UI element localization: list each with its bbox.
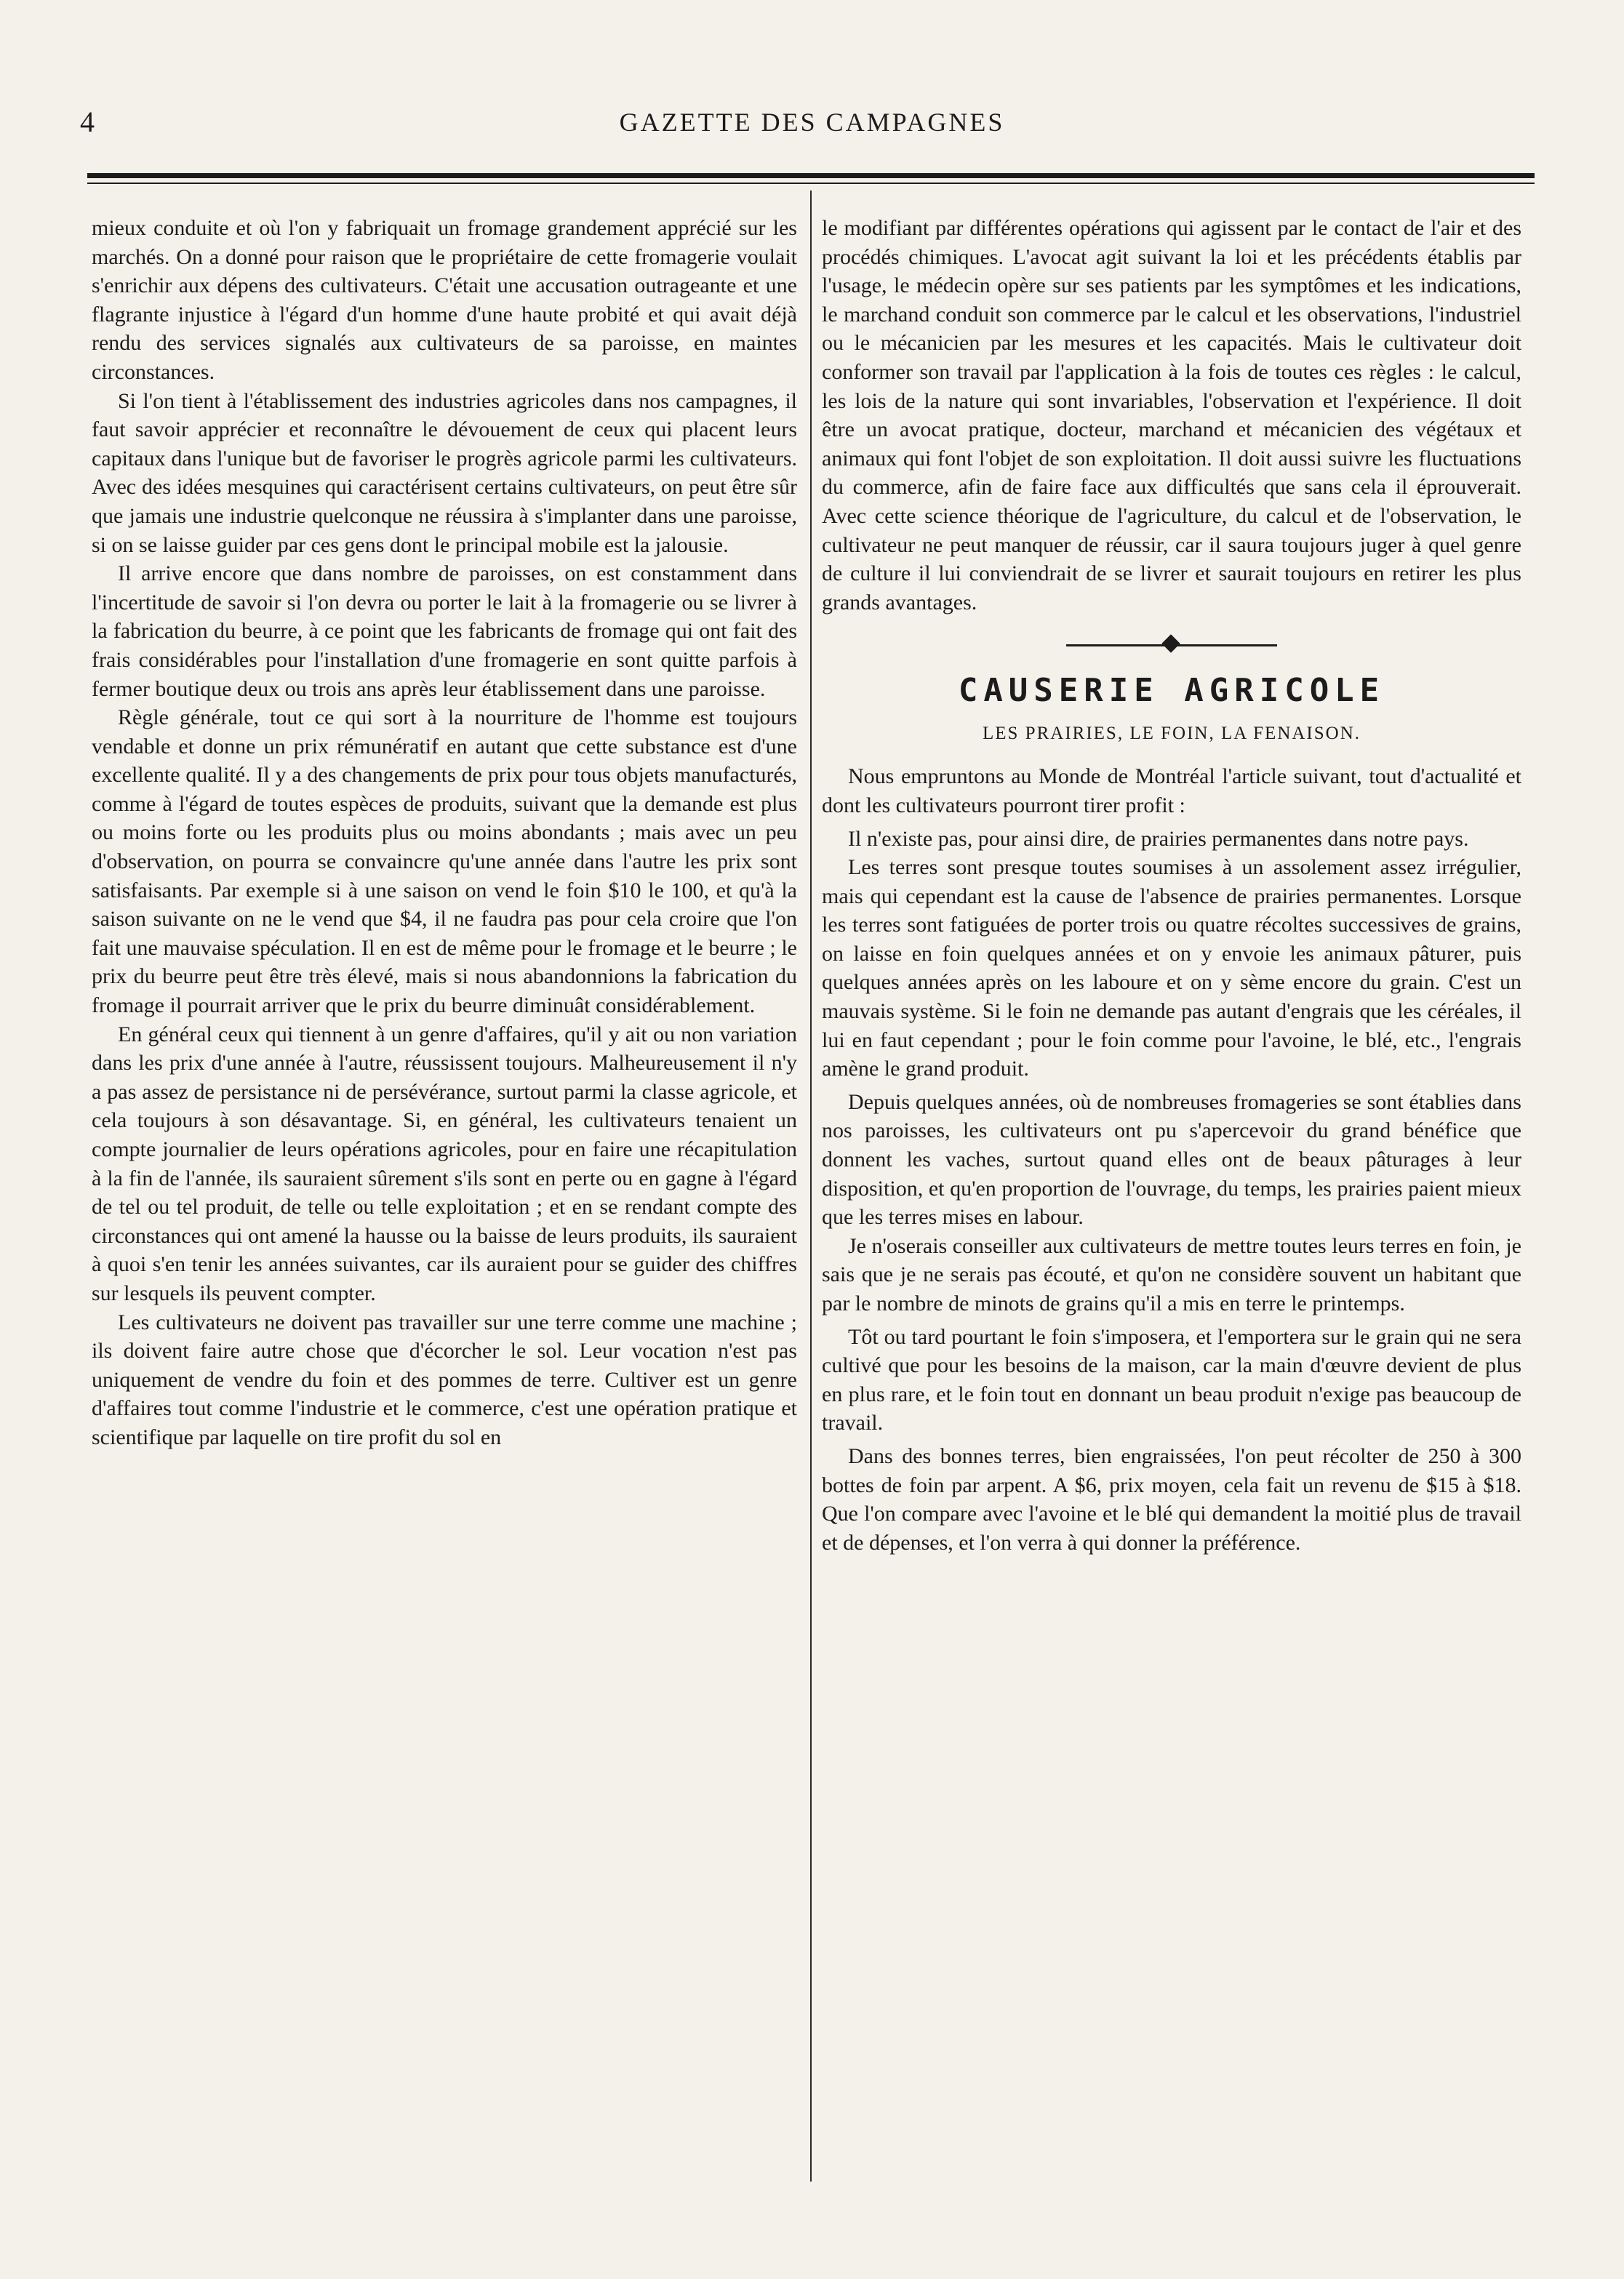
page-number: 4 [80, 105, 95, 138]
page-header-title: GAZETTE DES CAMPAGNES [619, 108, 1005, 137]
paragraph: Nous empruntons au Monde de Montréal l'article suivant, tout d'actualité et dont les cultivateurs pourront tirer profit : [822, 764, 1521, 817]
section-divider-ornament [1066, 637, 1277, 653]
section-title: CAUSERIE AGRICOLE [958, 672, 1385, 710]
paragraph: Les cultivateurs ne doivent pas travailler sur une terre comme une machine ; ils doivent faire autre chose que d'écorcher le sol. Leur vocation n'est pas uniquement de vendre du foin et des pommes de terre. Cultiver est un genre d'affaires tout comme l'industrie et le commerce, c'est une opération pratique et scientifique par laquelle on tire profit du sol en [92, 1310, 797, 1449]
paragraph: Depuis quelques années, où de nombreuses fromageries se sont établies dans nos paroisses, les cultivateurs ont pu s'apercevoir du grand bénéfice que donnent les vaches, surtout quand elles ont de beaux pâturages à leur disposition, et qu'en proportion de l'ouvrage, du temps, les prairies paient mieux que les terres mises en labour. [822, 1089, 1521, 1230]
section-subtitle: LES PRAIRIES, LE FOIN, LA FENAISON. [982, 724, 1361, 744]
paragraph: Tôt ou tard pourtant le foin s'imposera, et l'emportera sur le grain qui ne sera cultivé que pour les besoins de la maison, car la main d'œuvre devient de plus en plus rare, et le foin tout en donnant un beau produit n'exige pas beaucoup de travail. [822, 1324, 1521, 1435]
left-column [92, 214, 797, 2192]
paragraph: mieux conduite et où l'on y fabriquait un fromage grandement apprécié sur les marchés. On a donné pour raison que le propriétaire de cette fromagerie voulait s'enrichir aux dépens des cultivateurs. C'était une accusation outrageante et une flagrante injustice à l'égard d'un homme d'une haute probité et qui avait déjà rendu des services signalés aux cultivateurs de sa paroisse, en maintes circonstances. [92, 216, 797, 384]
paragraph: Il n'existe pas, pour ainsi dire, de prairies permanentes dans notre pays. [848, 826, 1469, 851]
header-rule-thin [87, 183, 1535, 184]
paragraph: Règle générale, tout ce qui sort à la nourriture de l'homme est toujours vendable et donne un prix rémunératif en autant que cette substance est d'une excellente qualité. Il y a des changements de prix pour tous objets manufacturés, comme à l'égard de toutes espèces de produits, suivant que la demande est plus ou moins forte ou les produits plus ou moins abondants ; mais avec un peu d'observation, on pourra se convaincre qu'une année dans l'autre les prix sont satisfaisants. Par exemple si à une saison on vend le foin $10 le 100, et qu'à la saison suivante on ne le vend que $4, il ne faudra pas pour cela croire que l'on fait une mauvaise spéculation. Il en est de même pour le fromage et le beurre ; le prix du beurre peut être très élevé, mais si nous abandonnions la fabrication du fromage il pourrait arriver que le prix du beurre diminuât considérablement. [92, 705, 797, 1018]
paragraph: En général ceux qui tiennent à un genre d'affaires, qu'il y ait ou non variation dans les prix d'une année à l'autre, réussissent toujours. Malheureusement il n'y a pas assez de persistance ni de persévérance, surtout parmi la classe agricole, et cela toujours à son désavantage. Si, en général, les cultivateurs tenaient un compte journalier de leurs opérations agricoles, pour en faire une récapitulation à la fin de l'année, ils sauraient sûrement s'ils sont en perte ou en gagne à l'égard de tel ou tel produit, de telle ou telle exploitation ; et en se rendant compte des circonstances qui ont amené la hausse ou la baisse de leurs produits, ils sauraient à quoi s'en tenir les années suivantes, car ils auraient pour se guider des chiffres sur lesquels ils peuvent compter. [92, 1022, 797, 1305]
paragraph: Je n'oserais conseiller aux cultivateurs de mettre toutes leurs terres en foin, je sais que je ne serais pas écouté, et qu'on ne considère souvent un habitant que par le nombre de minots de grains qu'il a mis en terre le printemps. [822, 1233, 1521, 1315]
paragraph: Il arrive encore que dans nombre de paroisses, on est constamment dans l'incertitude de savoir si l'on devra ou porter le lait à la fromagerie ou se livrer à la fabrication du beurre, à ce point que les fabricants de fromage qui ont fait des frais considérables pour l'installation d'une fromagerie en sont quitte parfois à fermer boutique deux ou trois ans après leur établissement dans une paroisse. [92, 561, 797, 701]
paragraph: le modifiant par différentes opérations qui agissent par le contact de l'air et des procédés chimiques. L'avocat agit suivant la loi et les précédents établis par l'usage, le médecin opère sur ses patients par les symptômes et les indications, le marchand conduit son commerce par le calcul et les observations, l'industriel ou le mécanicien par les mesures et les capacités. Mais le cultivateur doit conformer son travail par l'application à la fois de toutes ces règles : le calcul, les lois de la nature qui sont invariables, l'observation et l'expérience. Il doit être un avocat pratique, docteur, marchand et mécanicien des végétaux et animaux qui font l'objet de son exploitation. Il doit aussi suivre les fluctuations du commerce, afin de faire face aux difficultés que sans cela il éprouverait. Avec cette science théorique de l'agriculture, du calcul et de l'observation, le cultivateur ne peut manquer de réussir, car il saura toujours juger à quel genre de culture il lui conviendrait de se livrer et saurait toujours en retirer les plus grands avantages. [822, 216, 1521, 614]
column-divider [810, 191, 812, 2182]
paragraph: Si l'on tient à l'établissement des industries agricoles dans nos campagnes, il faut savoir apprécier et reconnaître le dévouement de ceux qui placent leurs capitaux dans l'unique but de favoriser le progrès agricole parmi les cultivateurs. Avec des idées mesquines qui caractérisent certains cultivateurs, on peut être sûr que jamais une industrie quelconque ne réussira à s'implanter dans une paroisse, si on se laisse guider par ces gens dont le principal mobile est la jalousie. [92, 388, 797, 557]
paragraph: Les terres sont presque toutes soumises à un assolement assez irrégulier, mais qui cependant est la cause de l'absence de prairies permanentes. Lorsque les terres sont fatiguées de porter trois ou quatre récoltes successives de grains, on laisse en foin quelques années et on y envoie les animaux pâturer, puis quelques années après on les laboure et on y sème encore du grain. C'est un mauvais système. Si le foin ne demande pas autant d'engrais que les céréales, il lui en faut cependant ; pour le foin comme pour l'avoine, le blé, etc., l'engrais amène le grand produit. [822, 855, 1521, 1081]
right-column [822, 214, 1521, 2192]
header-rule-thick [87, 173, 1535, 178]
paragraph: Dans des bonnes terres, bien engraissées, l'on peut récolter de 250 à 300 bottes de foin par arpent. A $6, prix moyen, cela fait un revenu de $15 à $18. Que l'on compare avec l'avoine et le blé qui demandent la moitié plus de travail et de dépenses, et l'on verra à qui donner la préférence. [822, 1443, 1521, 1555]
